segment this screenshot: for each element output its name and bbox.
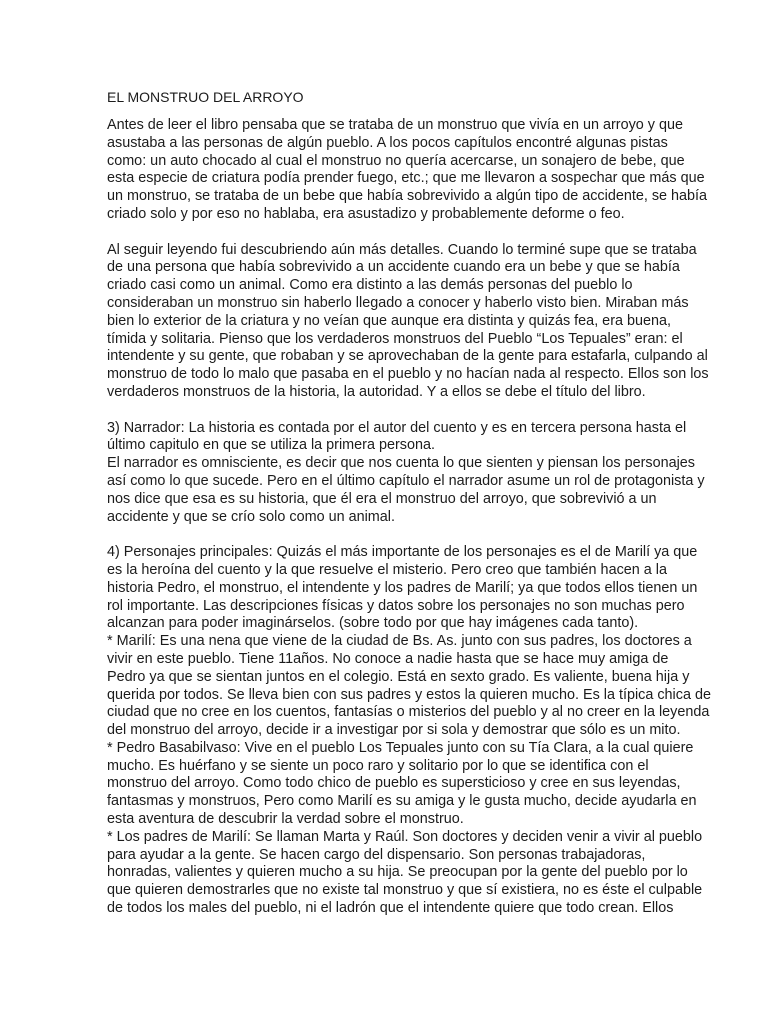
text-line: esta aventura de descubrir la verdad sobre el monstruo.: [107, 811, 464, 828]
text-line: verdaderos monstruos de la historia, la autoridad. Y a ellos se debe el título del libro.: [107, 383, 646, 400]
paragraph: [107, 420, 707, 527]
text-line: bien lo exterior de la criatura y no veían que aunque era distinta y quizás fea, era buena,: [107, 312, 671, 329]
text-line: nos dice que esa es su historia, que él era el monstruo del arroyo, que sobrevivió a un: [107, 490, 657, 507]
paragraph-gap: [107, 402, 707, 420]
text-line: asustaba a las personas de algún pueblo. A los pocos capítulos encontré algunas pistas: [107, 134, 668, 151]
text-line: como: un auto chocado al cual el monstruo no quería acercarse, un sonajero de bebe, que: [107, 152, 685, 169]
text-line: consideraban un monstruo sin haberlo llegado a conocer y haberlo visto bien. Miraban más: [107, 294, 689, 311]
text-line: monstruo del arroyo. Como todo chico de pueblo es supersticioso y cree en sus leyendas,: [107, 775, 681, 792]
text-line: de una persona que había sobrevivido a un accidente cuando era un bebe y que se había: [107, 259, 680, 276]
text-line: rol importante. Las descripciones físicas y datos sobre los personajes no son muchas pero: [107, 597, 685, 614]
text-line: vivir en este pueblo. Tiene 11años. No conoce a nadie hasta que se hace muy amiga de: [107, 650, 669, 667]
text-line: Antes de leer el libro pensaba que se trataba de un monstruo que vivía en un arroyo y que: [107, 117, 683, 133]
text-line: 4) Personajes principales: Quizás el más importante de los personajes es el de Marilí ya que: [107, 544, 698, 561]
text-line: fantasmas y monstruos, Pero como Marilí es su amiga y le gusta mucho, decide ayudarla en: [107, 793, 697, 810]
text-line: último capitulo en que se utiliza la primera persona.: [107, 437, 435, 454]
text-line: mucho. Es huérfano y se siente un poco raro y solitario por lo que se identifica con el: [107, 757, 649, 774]
text-line: un monstruo, se trataba de un bebe que había sobrevivido a algún tipo de accidente, se había: [107, 188, 708, 205]
text-line: * Pedro Basabilvaso: Vive en el pueblo Los Tepuales junto con su Tía Clara, a la cual quiere: [107, 739, 694, 756]
text-line: del monstruo del arroyo, decide ir a investigar por si sola y demostrar que sólo es un mito.: [107, 722, 681, 739]
text-line: criado solo y por eso no hablaba, era asustadizo y probablemente deforme o feo.: [107, 205, 625, 222]
text-line: de todos los males del pueblo, ni el ladrón que el intendente quiere que todo crean. Ellos: [107, 900, 674, 917]
text-line: Pedro ya que se sientan juntos en el colegio. Está en sexto grado. Es valiente, buena hija y: [107, 668, 690, 685]
text-line: esta especie de criatura podía prender fuego, etc.; que me llevaron a sospechar que más que: [107, 170, 705, 187]
text-line: así como lo que sucede. Pero en el último capítulo el narrador asume un rol de protagonista y: [107, 472, 705, 489]
text-line: querida por todos. Se lleva bien con sus padres y estos la quieren mucho. Es la típica chica de: [107, 686, 711, 703]
text-line: El narrador es omnisciente, es decir que nos cuenta lo que sienten y piensan los personajes: [107, 455, 695, 472]
paragraph-gap: [107, 224, 707, 242]
text-line: intendente y su gente, que robaban y se aprovechaban de la gente para estafarla, culpando al: [107, 348, 708, 365]
text-line: Al seguir leyendo fui descubriendo aún más detalles. Cuando lo terminé supe que se trataba: [107, 241, 697, 258]
text-line: * Los padres de Marilí: Se llaman Marta y Raúl. Son doctores y deciden venir a vivir al pueblo: [107, 828, 703, 845]
text-line: para ayudar a la gente. Se hacen cargo del dispensario. Son personas trabajadoras,: [107, 846, 646, 863]
text-line: 3) Narrador: La historia es contada por el autor del cuento y es en tercera persona hasta el: [107, 419, 687, 436]
text-line: historia Pedro, el monstruo, el intendente y los padres de Marilí; ya que todos ellos tienen un: [107, 579, 698, 596]
text-line: es la heroína del cuento y la que resuelve el misterio. Pero creo que también hacen a la: [107, 561, 667, 578]
document-title: EL MONSTRUO DEL ARROYO: [107, 89, 304, 105]
text-line: alcanzan para poder imaginárselos. (sobre todo por que hay imágenes cada tanto).: [107, 615, 639, 632]
paragraph: [107, 242, 707, 402]
text-line: * Marilí: Es una nena que viene de la ciudad de Bs. As. junto con sus padres, los doctores a: [107, 633, 692, 650]
text-line: tímida y solitaria. Pienso que los verdaderos monstruos del Pueblo “Los Tepuales” eran: el: [107, 330, 683, 347]
text-line: accidente y que se crío solo como un animal.: [107, 508, 395, 525]
text-line: ciudad que no cree en los cuentos, fantasías o misterios del pueblo y al no creer en la leyenda: [107, 704, 710, 721]
document-body: [107, 117, 711, 918]
text-line: monstruo de todo lo malo que pasaba en el pueblo y no hacían nada al respecto. Ellos son los: [107, 366, 709, 383]
paragraph-gap: [107, 526, 707, 544]
text-line: criado casi como un animal. Como era distinto a las demás personas del pueblo lo: [107, 277, 633, 294]
text-line: honradas, valientes y quieren mucho a su hija. Se preocupan por la gente del pueblo por lo: [107, 864, 688, 881]
text-line: que quieren demostrarles que no existe tal monstruo y que sí existiera, no es éste el culpable: [107, 882, 703, 899]
paragraph: [107, 544, 711, 918]
paragraph: [107, 117, 707, 224]
